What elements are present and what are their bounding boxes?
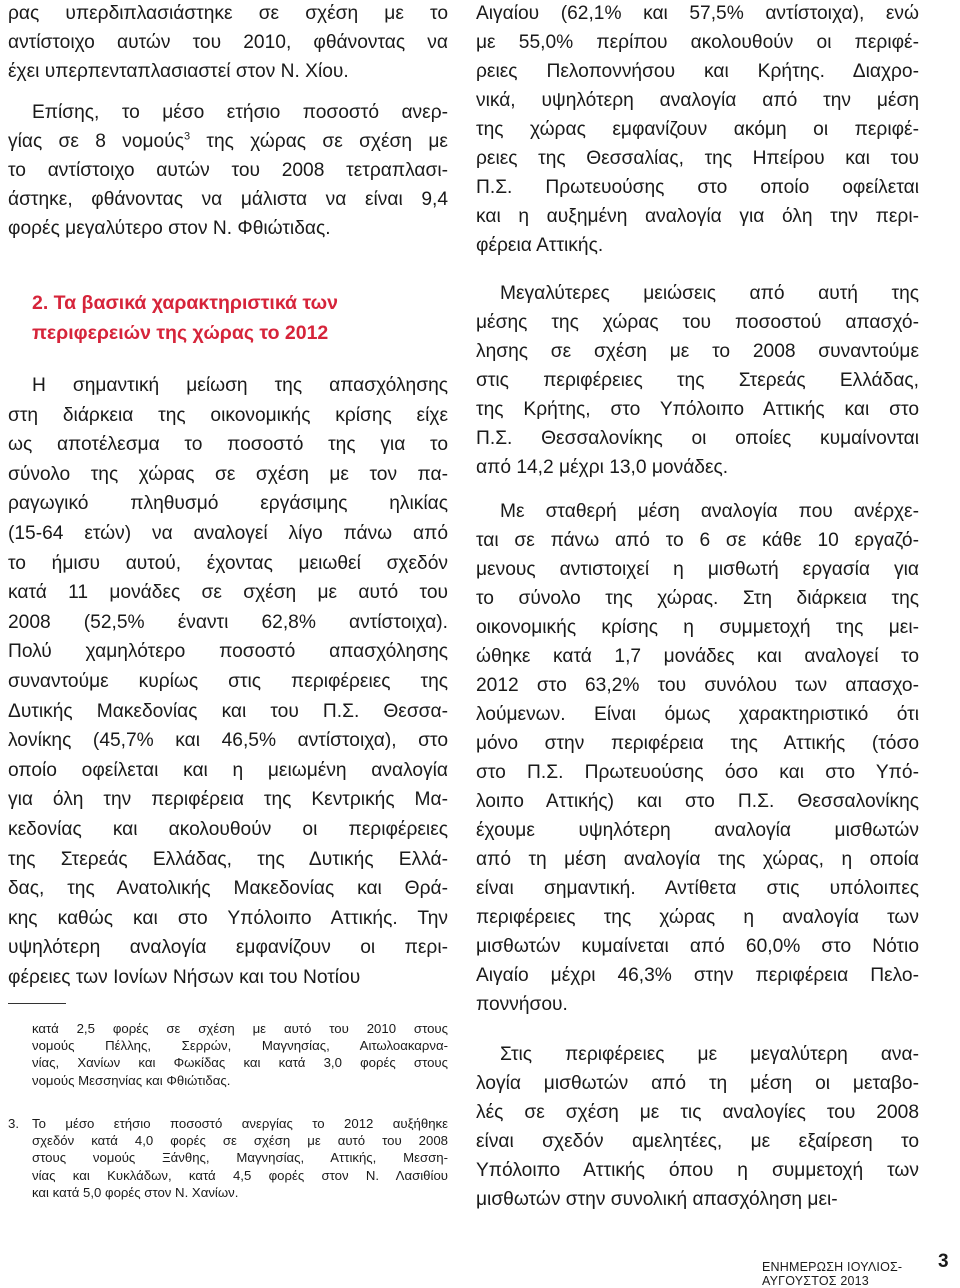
running-footer: ΕΝΗΜΕΡΩΣΗ ΙΟΥΛΙΟΣ-ΑΥΓΟΥΣΤΟΣ 2013 — [762, 1260, 903, 1288]
paragraph-regions-higher: Στις περιφέρειες με μεγαλύτερη ανα- λογία μισθωτών από τη μέση οι μεταβο- λές σε σχέση με τις αναλογίες του 2008 είναι σχεδόν αμελητέες, με εξαίρεση το Υπόλοιπο Αττικής όπου η συμμετοχή των μισθωτών στην συνολική απασχόληση μει- — [476, 1044, 919, 1210]
paragraph-decreases: Μεγαλύτερες μειώσεις από αυτή της μέσης της χώρας του ποσοστού απασχό- λησης σε σχέση με το 2008 συναντούμε στις περιφέρειες της Στερεάς Ελλάδας, της Κρήτης, στο Υπόλοιπο Αττικής και στο Π.Σ. Θεσσαλονίκης οι οποίες κυμαίνονται από 14,2 μέχρι 13,0 μονάδες. — [476, 283, 919, 478]
paragraph-salaried: Με σταθερή μέση αναλογία που ανέρχε- ται σε πάνω από το 6 σε κάθε 10 εργαζό- μενους αντιστοιχεί η μισθωτή εργασία για το σύνολο της χώρας. Στη διάρκεια της οικονομικής κρίσης η συμμετοχή της μει- ώθηκε κατά 1,7 μονάδες και αναλογεί το 2012 στο 63,2% του συνόλου των απασχο- λούμενων. Είναι όμως χαρακτηριστικό ότι μόνο στην περιφέρεια της Αττικής (τόσο στο Π.Σ. Πρωτευούσης όσο και στο Υπό- λοιπο Αττικής) και στο Π.Σ. Θεσσαλονίκης έχουμε υψηλότερη αναλογία μισθωτών από τη μέση αναλογία της χώρας, η οποία είναι σημαντική. Αντίθετα στις υπόλοιπες περιφέρειες της χώρας η αναλογία των μισθωτών κυμαίνεται από 60,0% στο Νότιο Αιγαίο μέχρι 46,3% στην περιφέρεια Πελο- ποννήσου. — [476, 501, 919, 1015]
page-number: 3 — [938, 1251, 949, 1272]
footnote-ref-3: 3 — [183, 130, 191, 143]
paragraph-continued-right: Αιγαίου (62,1% και 57,5% αντίστοιχα), ενώ με 55,0% περίπου ακολουθούν οι περιφέ- ρειες Πελοποννήσου και Κρήτης. Διαχρο- νικά, υψηλότερη αναλογία από την μέση της χώρας εμφανίζουν ακόμη οι περιφέ- ρειες της Θεσσαλίας, της Ηπείρου και του Π.Σ. Πρωτευούσης στο οποίο οφείλεται και η αυξημένη αναλογία για όλη την περι- φέρεια Αττικής. — [476, 3, 919, 256]
paragraph-unemployment: Επίσης, το μέσο ετήσιο ποσοστό ανερ- γίας σε 8 νομούς$^3$ της χώρας σε σχέση με το αντίστοιχο αυτών του 2008 τετραπλασι- άστηκε, φθάνοντας να μάλιστα να είναι 9,4 φορές μεγαλύτερο στον Ν. Φθιώτιδας. — [8, 102, 448, 239]
footnote-2-continued: κατά 2,5 φορές σε σχέση με αυτό του 2010 στους νομούς Πέλλης, Σερρών, Μαγνησίας, Αιτωλοακαρνα- νίας, Χανίων και Φωκίδας και κατά 3,0 φορές στους νομούς Μεσσηνίας και Φθιώτιδας. — [32, 1021, 448, 1088]
section-heading: 2. Τα βασικά χαρακτηριστικά των περιφερειών της χώρας το 2012 — [32, 292, 338, 344]
paragraph-continued: ρας υπερδιπλασιάστηκε σε σχέση με το αντίστοιχο αυτών του 2010, φθάνοντας να έχει υπερπενταπλασιαστεί στον Ν. Χίου. — [8, 3, 448, 82]
footnote-3: 3. Το μέσο ετήσιο ποσοστό ανεργίας το 2012 αυξήθηκε σχεδόν κατά 4,0 φορές σε σχέση με αυτό του 2008 στους νομούς Ξάνθης, Μαγνησίας, Αττικής, Μεσση- νίας και Κυκλάδων, κατά 4,5 φορές στον Ν. Λασιθίου και κατά 5,0 φορές στον Ν. Χανίων. — [8, 1116, 448, 1200]
footnote-rule — [8, 1003, 66, 1004]
paragraph-employment: Η σημαντική μείωση της απασχόλησης στη διάρκεια της οικονομικής κρίσης είχε ως αποτέλεσμα το ποσοστό της για το σύνολο της χώρας σε σχέση με τον πα- ραγωγικό πληθυσμό εργάσιμης ηλικίας (15-64 ετών) να αναλογεί λίγο πάνω από το ήμισυ αυτού, έχοντας μειωθεί σχεδόν κατά 11 μονάδες σε σχέση με αυτό του 2008 (52,5% έναντι 62,8% αντίστοιχα). Πολύ χαμηλότερο ποσοστό απασχόλησης συναντούμε κυρίως στις περιφέρειες της Δυτικής Μακεδονίας και του Π.Σ. Θεσσα- λονίκης (45,7% και 46,5% αντίστοιχα), στο οποίο οφείλεται και η μειωμένη αναλογία για όλη την περιφέρεια της Κεντρικής Μα- κεδονίας και ακολουθούν οι περιφέρειες της Στερεάς Ελλάδας, της Δυτικής Ελλά- δας, της Ανατολικής Μακεδονίας και Θρά- κης καθώς και στο Υπόλοιπο Αττικής. Την υψηλότερη αναλογία εμφανίζουν οι περι- φέρειες των Ιονίων Νήσων και του Νοτίου — [8, 375, 448, 988]
footnote-number: 3. — [8, 1116, 19, 1131]
